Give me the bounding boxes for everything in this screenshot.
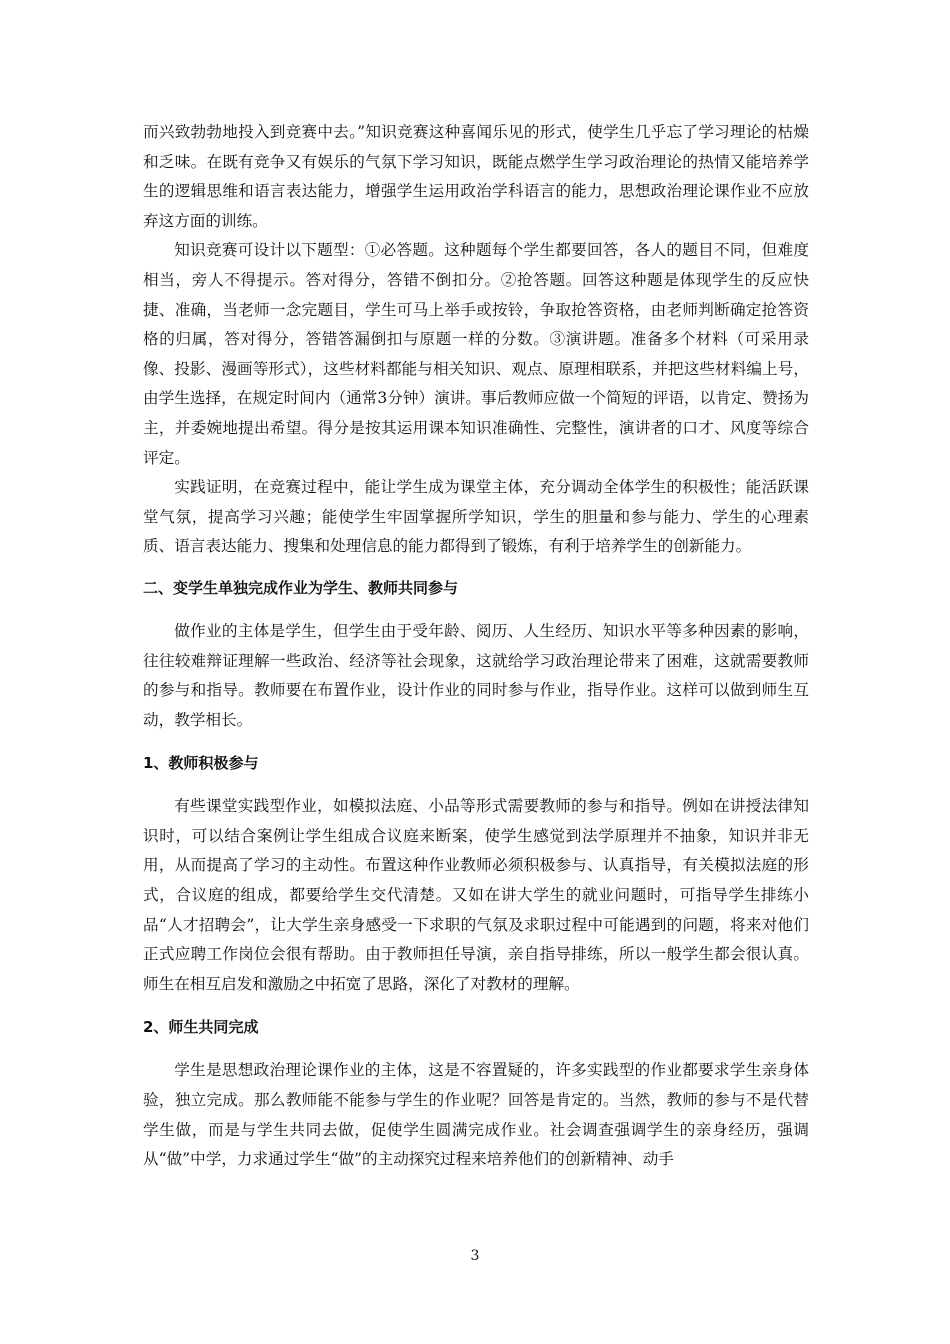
paragraph-classroom-practice: 有些课堂实践型作业，如模拟法庭、小品等形式需要教师的参与和指导。例如在讲授法律知识时，可以结合案例让学生组成合议庭来断案，使学生感觉到法学原理并不抽象，知识并非无用，从而提高了学习的主动性。布置这种作业教师必须积极参与、认真指导，有关模拟法庭的形式，合议庭的组成，都要给学生交代清楚。又如在讲大学生的就业问题时，可指导学生排练小品“人才招聘会”，让大学生亲身感受一下求职的气氛及求职过程中可能遇到的问题，将来对他们正式应聘工作岗位会很有帮助。由于教师担任导演，亲自指导排练，所以一般学生都会很认真。师生在相互启发和激励之中拓宽了思路，深化了对教材的理解。 [143,797,809,993]
paragraph-practice-proof: 实践证明，在竞赛过程中，能让学生成为课堂主体，充分调动全体学生的积极性；能活跃课堂气氛，提高学习兴趣；能使学生牢固掌握所学知识，学生的胆量和参与能力、学生的心理素质、语言表达能力、搜集和处理信息的能力都得到了锻炼，有利于培养学生的创新能力。 [143,478,809,556]
document-body [143,118,809,1175]
paragraph-continued: 而兴致勃勃地投入到竞赛中去。”知识竞赛这种喜闻乐见的形式，使学生几乎忘了学习理论的枯燥和乏味。在既有竞争又有娱乐的气氛下学习知识，既能点燃学生学习政治理论的热情又能培养学生的逻辑思维和语言表达能力，增强学生运用政治学科语言的能力，思想政治理论课作业不应放弃这方面的训练。 [143,123,809,230]
paragraph-student-subject: 学生是思想政治理论课作业的主体，这是不容置疑的，许多实践型的作业都要求学生亲身体验，独立完成。那么教师能不能参与学生的作业呢？回答是肯定的。当然，教师的参与不是代替学生做，而是与学生共同去做，促使学生圆满完成作业。社会调查强调学生的亲身经历，强调从“做”中学，力求通过学生“做”的主动探究过程来培养他们的创新精神、动手 [143,1061,809,1169]
page-number: 3 [470,1248,480,1264]
section-heading: 二、变学生单独完成作业为学生、教师共同参与 [143,578,459,597]
paragraph-homework-subject: 做作业的主体是学生，但学生由于受年龄、阅历、人生经历、知识水平等多种因素的影响，往往较难辩证理解一些政治、经济等社会现象，这就给学习政治理论带来了困难，这就需要教师的参与和指导。教师要在布置作业，设计作业的同时参与作业，指导作业。这样可以做到师生互动，教学相长。 [143,621,809,729]
paragraph-question-types: 知识竞赛可设计以下题型：①必答题。这种题每个学生都要回答，各人的题目不同，但难度相当，旁人不得提示。答对得分，答错不倒扣分。②抢答题。回答这种题是体现学生的反应快捷、准确，当老师一念完题目，学生可马上举手或按铃，争取抢答资格，由老师判断确定抢答资格的归属，答对得分，答错答漏倒扣与原题一样的分数。③演讲题。准备多个材料（可采用录像、投影、漫画等形式），这些材料都能与相关知识、观点、原理相联系，并把这些材料编上号，由学生选择，在规定时间内（通常3分钟）演讲。事后教师应做一个简短的评语，以肯定、赞扬为主，并委婉地提出希望。得分是按其运用课本知识准确性、完整性，演讲者的口才、风度等综合评定。 [143,241,809,467]
subsection-heading-together: 2、师生共同完成 [143,1018,259,1037]
subsection-heading-teacher: 1、教师积极参与 [143,754,259,773]
